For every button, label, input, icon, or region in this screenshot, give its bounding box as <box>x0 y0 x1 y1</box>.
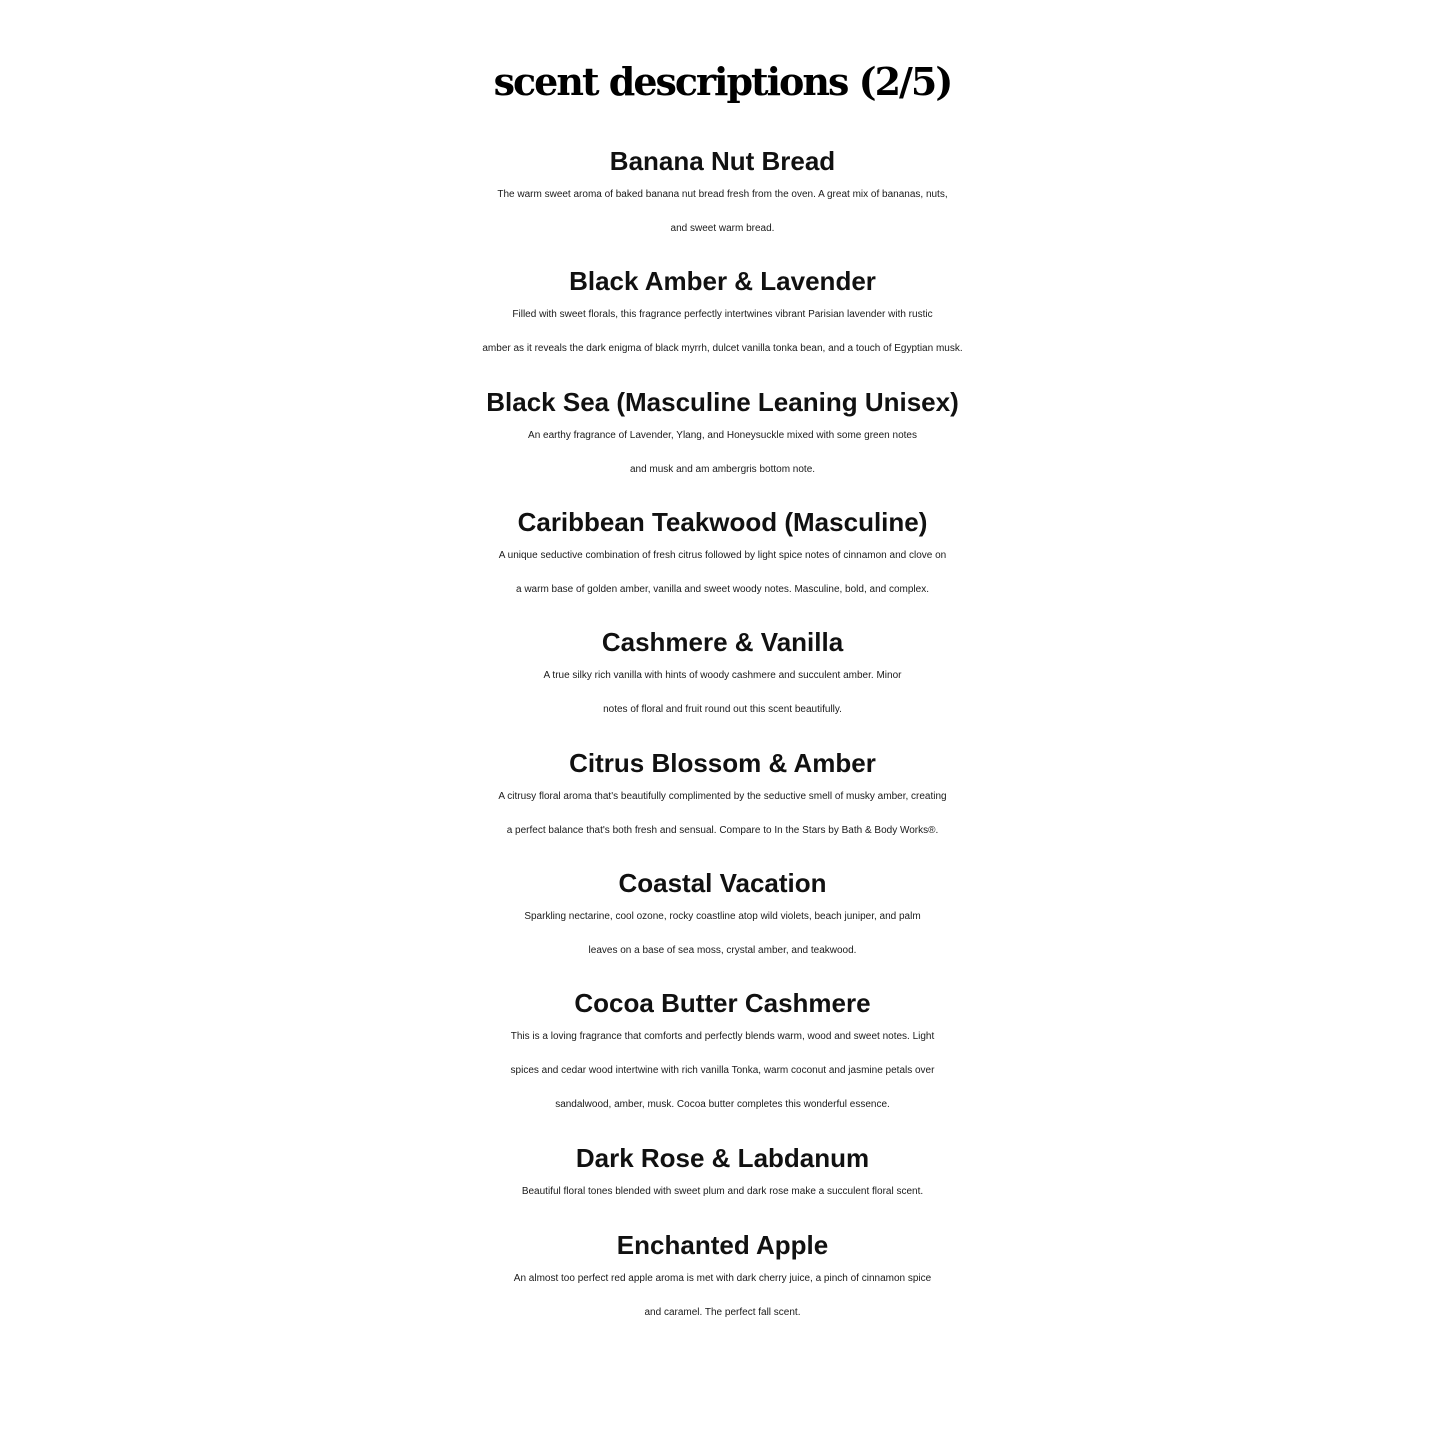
scent-name: Black Sea (Masculine Leaning Unisex) <box>486 387 959 417</box>
scent-entry-citrus-blossom-amber <box>0 746 1445 848</box>
scent-description-line: The warm sweet aroma of baked banana nut bread fresh from the oven. A great mix of bananas, nuts, <box>497 189 948 200</box>
scent-entry-caribbean-teakwood <box>0 505 1445 607</box>
scent-entry-black-amber-lavender <box>0 264 1445 366</box>
scent-name: Banana Nut Bread <box>609 146 836 176</box>
scent-description-line: sandalwood, amber, musk. Cocoa butter completes this wonderful essence. <box>555 1099 890 1110</box>
scent-name: Coastal Vacation <box>618 868 827 898</box>
scent-name: Cocoa Butter Cashmere <box>574 988 871 1018</box>
scent-name: Dark Rose & Labdanum <box>575 1143 870 1173</box>
scent-description-line: and caramel. The perfect fall scent. <box>644 1307 801 1318</box>
scent-entry-cashmere-vanilla <box>0 625 1445 727</box>
scent-description-line: notes of floral and fruit round out this scent beautifully. <box>603 704 842 715</box>
scent-description-line: This is a loving fragrance that comforts and perfectly blends warm, wood and sweet notes. Light <box>510 1031 935 1042</box>
scent-name: Enchanted Apple <box>616 1230 829 1260</box>
scent-entry-coastal-vacation <box>0 866 1445 968</box>
scent-description-line: A unique seductive combination of fresh citrus followed by light spice notes of cinnamon and clove on <box>498 550 947 561</box>
scent-name: Black Amber & Lavender <box>569 266 876 296</box>
scent-description-line: Filled with sweet florals, this fragrance perfectly intertwines vibrant Parisian lavender with rustic <box>512 309 933 320</box>
scent-description-line: A citrusy floral aroma that's beautifully complimented by the seductive smell of musky amber, creating <box>498 791 947 802</box>
scent-description-line: and musk and am ambergris bottom note. <box>629 464 816 475</box>
scent-name: Cashmere & Vanilla <box>601 627 844 657</box>
scent-description-line: A true silky rich vanilla with hints of woody cashmere and succulent amber. Minor <box>543 670 902 681</box>
scent-description-line: Sparkling nectarine, cool ozone, rocky coastline atop wild violets, beach juniper, and palm <box>524 911 921 922</box>
scent-description-line: Beautiful floral tones blended with sweet plum and dark rose make a succulent floral scent. <box>521 1186 924 1197</box>
scent-entry-dark-rose-labdanum <box>0 1141 1445 1209</box>
scent-entry-enchanted-apple <box>0 1228 1445 1330</box>
scent-description-line: leaves on a base of sea moss, crystal amber, and teakwood. <box>588 945 857 956</box>
scent-description-line: and sweet warm bread. <box>670 223 775 234</box>
scent-description-line: amber as it reveals the dark enigma of black myrrh, dulcet vanilla tonka bean, and a touch of Egyptian musk. <box>482 343 963 354</box>
scent-entry-black-sea <box>0 385 1445 487</box>
page-title: scent descriptions (2/5) <box>493 59 952 104</box>
scent-description-line: An almost too perfect red apple aroma is met with dark cherry juice, a pinch of cinnamon spice <box>513 1273 932 1284</box>
scent-description-line: spices and cedar wood intertwine with rich vanilla Tonka, warm coconut and jasmine petals over <box>510 1065 935 1076</box>
scent-description-line: An earthy fragrance of Lavender, Ylang, and Honeysuckle mixed with some green notes <box>528 430 917 441</box>
scent-description-line: a warm base of golden amber, vanilla and sweet woody notes. Masculine, bold, and complex. <box>515 584 929 595</box>
scent-name: Citrus Blossom & Amber <box>569 748 876 778</box>
scent-name: Caribbean Teakwood (Masculine) <box>517 507 928 537</box>
scent-entry-cocoa-butter-cashmere <box>0 986 1445 1122</box>
scent-description-line: a perfect balance that's both fresh and sensual. Compare to In the Stars by Bath & Body Works®. <box>506 825 939 836</box>
scent-entry-banana-nut-bread <box>0 144 1445 246</box>
